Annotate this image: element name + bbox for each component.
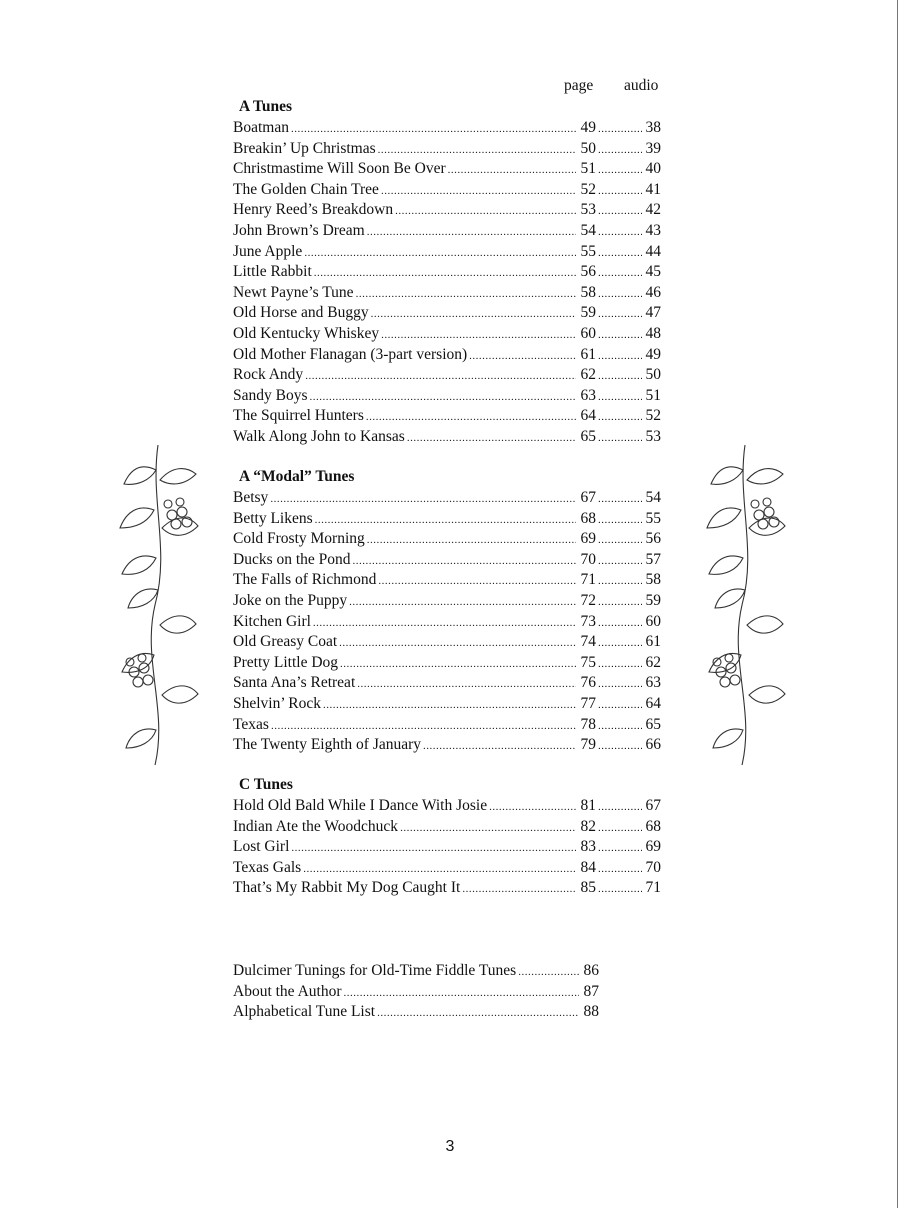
dot-leader [367,530,576,550]
toc-entry [233,509,661,529]
dot-leader [598,140,642,160]
toc-entry [233,139,661,159]
dot-leader [469,346,576,366]
toc-entry-page: 87 [583,982,599,1000]
toc-entry-audio: 68 [645,817,661,835]
toc-entry-title: That’s My Rabbit My Dog Caught It [233,879,461,897]
toc-entry [233,982,599,1002]
dot-leader [598,797,642,817]
dot-leader [598,838,642,858]
dot-leader [381,325,576,345]
toc-entry-audio: 64 [645,695,661,712]
dot-leader [315,510,576,530]
dot-leader [598,716,642,736]
toc-entry-page: 62 [580,366,596,384]
toc-entry-audio: 69 [645,838,661,856]
dot-leader [400,818,576,838]
toc-entry-page: 78 [580,715,596,733]
toc-entry [233,694,661,714]
toc-entry-title: Pretty Little Dog [233,653,339,671]
toc-entry-page: 86 [583,962,599,979]
toc-entry-title: The Twenty Eighth of January [233,736,422,754]
toc-entry [233,221,661,241]
dot-leader [598,510,642,530]
toc-entry-page: 81 [580,797,596,814]
toc-entry-audio: 41 [645,180,661,198]
toc-entry [233,159,661,179]
toc-entry-title: Newt Payne’s Tune [233,283,354,301]
page-edge [897,0,898,1208]
toc-entry [233,673,661,693]
dot-leader [598,119,642,139]
toc-entry-audio: 55 [645,509,661,527]
toc-entry [233,591,661,611]
toc-entry-audio: 66 [645,736,661,754]
toc-entry-page: 67 [580,489,596,506]
dot-leader [378,140,576,160]
toc-entry-audio: 48 [645,325,661,342]
toc-entry-page: 50 [580,139,596,157]
dot-leader [598,181,642,201]
toc-entry-audio: 53 [645,428,661,445]
toc-entry-page: 61 [580,345,596,363]
toc-entry-title: Dulcimer Tunings for Old-Time Fiddle Tunes [233,962,517,979]
toc-entry [233,570,661,590]
toc-entry-audio: 52 [645,407,661,425]
toc-entry-title: Texas Gals [233,858,302,876]
toc-entry-audio: 38 [645,119,661,136]
toc-entry-audio: 51 [645,386,661,404]
toc-entry-audio: 58 [645,571,661,589]
toc-entry-audio: 46 [645,283,661,301]
dot-leader [598,633,642,653]
toc-entry [233,550,661,570]
toc-entry-audio: 67 [645,797,661,814]
toc-entry [233,200,661,220]
dot-leader [366,407,576,427]
toc-entry-title: Ducks on the Pond [233,550,351,568]
dot-leader [598,551,642,571]
toc-entry-title: The Falls of Richmond [233,571,377,589]
toc-entry [233,118,661,138]
toc-entry-page: 74 [580,633,596,651]
toc-entry-page: 83 [580,838,596,856]
toc-entry-audio: 47 [645,304,661,322]
toc-entry-audio: 56 [645,530,661,548]
dot-leader [462,879,576,899]
toc-entry-page: 60 [580,325,596,342]
toc-entry [233,386,661,406]
toc-entry [233,837,661,857]
dot-leader [271,716,576,736]
toc-entry-page: 58 [580,283,596,301]
dot-leader [381,181,576,201]
toc-entry-title: Cold Frosty Morning [233,530,365,548]
toc-entry-title: Old Horse and Buggy [233,304,369,322]
toc-entry [233,180,661,200]
toc-entry [233,262,661,282]
toc-entry [233,858,661,878]
toc-entry [233,488,661,508]
toc-entry-page: 73 [580,612,596,630]
toc-entry [233,961,599,981]
toc-entry-page: 76 [580,674,596,692]
dot-leader [598,489,642,509]
toc-entry-title: The Golden Chain Tree [233,180,379,198]
toc-entry-audio: 63 [645,674,661,692]
section-title-a-modal-tunes: A “Modal” Tunes [239,468,355,485]
toc-entry-page: 79 [580,736,596,754]
dot-leader [598,530,642,550]
dot-leader [598,222,642,242]
toc-entry-audio: 50 [645,366,661,384]
dot-leader [598,201,642,221]
toc-entry-page: 68 [580,509,596,527]
toc-entry-title: Old Kentucky Whiskey [233,325,380,342]
toc-entry-title: Christmastime Will Soon Be Over [233,160,446,178]
toc-entry [233,796,661,816]
dot-leader [349,592,576,612]
dot-leader [598,387,642,407]
toc-entry-title: Alphabetical Tune List [233,1003,376,1021]
toc-entry [233,324,661,344]
toc-entry-audio: 39 [645,139,661,157]
toc-entry [233,283,661,303]
toc-entry [233,529,661,549]
toc-entry-page: 71 [580,571,596,589]
dot-leader [395,201,576,221]
toc-entry-audio: 61 [645,633,661,651]
toc-entry-page: 77 [580,695,596,712]
dot-leader [448,160,576,180]
page-number: 3 [445,1138,455,1155]
toc-entry-page: 54 [580,222,596,239]
dot-leader [423,736,576,756]
toc-entry-audio: 49 [645,345,661,363]
toc-entry-page: 72 [580,592,596,609]
toc-entry-title: Shelvin’ Rock [233,695,321,712]
toc-entry-audio: 57 [645,550,661,568]
dot-leader [598,674,642,694]
dot-leader [598,325,642,345]
toc-entry-page: 55 [580,242,596,260]
toc-entry [233,1002,599,1022]
toc-entry-title: June Apple [233,242,303,260]
dot-leader [313,613,576,633]
dot-leader [340,654,576,674]
dot-leader [598,366,642,386]
dot-leader [598,263,642,283]
toc-entry-title: Rock Andy [233,366,304,384]
toc-entry-title: Little Rabbit [233,263,312,281]
dot-leader [291,838,576,858]
dot-leader [344,983,580,1003]
toc-entry-page: 75 [580,653,596,671]
toc-entry-audio: 43 [645,222,661,239]
toc-entry-title: Texas [233,715,269,733]
toc-entry-audio: 70 [645,858,661,876]
toc-entry-title: Santa Ana’s Retreat [233,674,356,692]
section-title-c-tunes: C Tunes [239,776,293,793]
toc-entry-page: 51 [580,160,596,178]
dot-leader [303,859,576,879]
dot-leader [339,633,576,653]
dot-leader [378,571,576,591]
dot-leader [518,962,579,982]
dot-leader [407,428,576,448]
dot-leader [323,695,576,715]
dot-leader [598,736,642,756]
toc-entry-page: 82 [580,817,596,835]
toc-entry-title: Old Greasy Coat [233,633,338,651]
dot-leader [489,797,576,817]
toc-entry-page: 53 [580,201,596,219]
dot-leader [367,222,576,242]
dot-leader [598,346,642,366]
toc-entry-title: Kitchen Girl [233,612,311,630]
dot-leader [371,304,576,324]
toc-entry-page: 59 [580,304,596,322]
toc-entry [233,715,661,735]
toc-entry [233,817,661,837]
dot-leader [356,284,576,304]
dot-leader [314,263,576,283]
toc-entry-audio: 60 [645,612,661,630]
toc-entry-page: 70 [580,550,596,568]
toc-entry [233,612,661,632]
toc-entry-title: Sandy Boys [233,386,308,404]
toc-entry-page: 64 [580,407,596,425]
dot-leader [598,571,642,591]
toc-entry-audio: 44 [645,242,661,260]
dot-leader [598,160,642,180]
toc-entry-audio: 59 [645,592,661,609]
toc-entry-audio: 65 [645,715,661,733]
dot-leader [598,818,642,838]
page-column-header: page [564,77,594,94]
toc-entry-audio: 62 [645,653,661,671]
toc-entry-title: Betty Likens [233,509,313,527]
toc-entry [233,303,661,323]
toc-entry-page: 49 [580,119,596,136]
dot-leader [598,407,642,427]
toc-entry-title: John Brown’s Dream [233,222,365,239]
dot-leader [598,654,642,674]
dot-leader [353,551,576,571]
toc-entry-page: 63 [580,386,596,404]
dot-leader [357,674,576,694]
dot-leader [598,243,642,263]
toc-entry [233,735,661,755]
toc-entry [233,427,661,447]
toc-entry-audio: 42 [645,201,661,219]
toc-entry-page: 84 [580,858,596,876]
toc-entry-audio: 54 [645,489,661,506]
section-title-a-tunes: A Tunes [239,98,293,115]
dot-leader [377,1003,579,1023]
toc-entry-title: Boatman [233,119,289,136]
toc-entry-page: 69 [580,530,596,548]
toc-entry [233,345,661,365]
toc-entry-title: Breakin’ Up Christmas [233,139,376,157]
dot-leader [598,879,642,899]
toc-entry-audio: 45 [645,263,661,281]
toc-entry-title: Betsy [233,489,269,506]
toc-entry [233,632,661,652]
dot-leader [310,387,577,407]
dot-leader [598,613,642,633]
dot-leader [598,428,642,448]
audio-column-header: audio [624,77,659,94]
toc-entry-title: The Squirrel Hunters [233,407,364,425]
toc-entry-audio: 40 [645,160,661,178]
toc-entry [233,878,661,898]
toc-entry-page: 56 [580,263,596,281]
dot-leader [598,592,642,612]
toc-entry-title: Joke on the Puppy [233,592,348,609]
toc-entry-title: Hold Old Bald While I Dance With Josie [233,797,488,814]
dot-leader [304,243,576,263]
toc-entry-title: Henry Reed’s Breakdown [233,201,394,219]
toc-entry-page: 65 [580,428,596,445]
toc-entry [233,653,661,673]
dot-leader [305,366,576,386]
toc-entry-page: 52 [580,180,596,198]
toc-entry-title: Old Mother Flanagan (3-part version) [233,345,468,363]
toc-entry-title: About the Author [233,982,342,1000]
toc-entry-page: 88 [583,1003,599,1021]
dot-leader [291,119,576,139]
toc-entry-page: 85 [580,879,596,897]
dot-leader [270,489,576,509]
toc-entry-title: Lost Girl [233,838,290,856]
floral-vine-left-icon [110,440,205,770]
dot-leader [598,695,642,715]
dot-leader [598,859,642,879]
toc-entry-audio: 71 [645,879,661,897]
toc-entry [233,406,661,426]
toc-entry-title: Indian Ate the Woodchuck [233,817,399,835]
toc-entry [233,365,661,385]
toc-entry-title: Walk Along John to Kansas [233,428,405,445]
toc-entry [233,242,661,262]
dot-leader [598,284,642,304]
floral-vine-right-icon [697,440,792,770]
dot-leader [598,304,642,324]
